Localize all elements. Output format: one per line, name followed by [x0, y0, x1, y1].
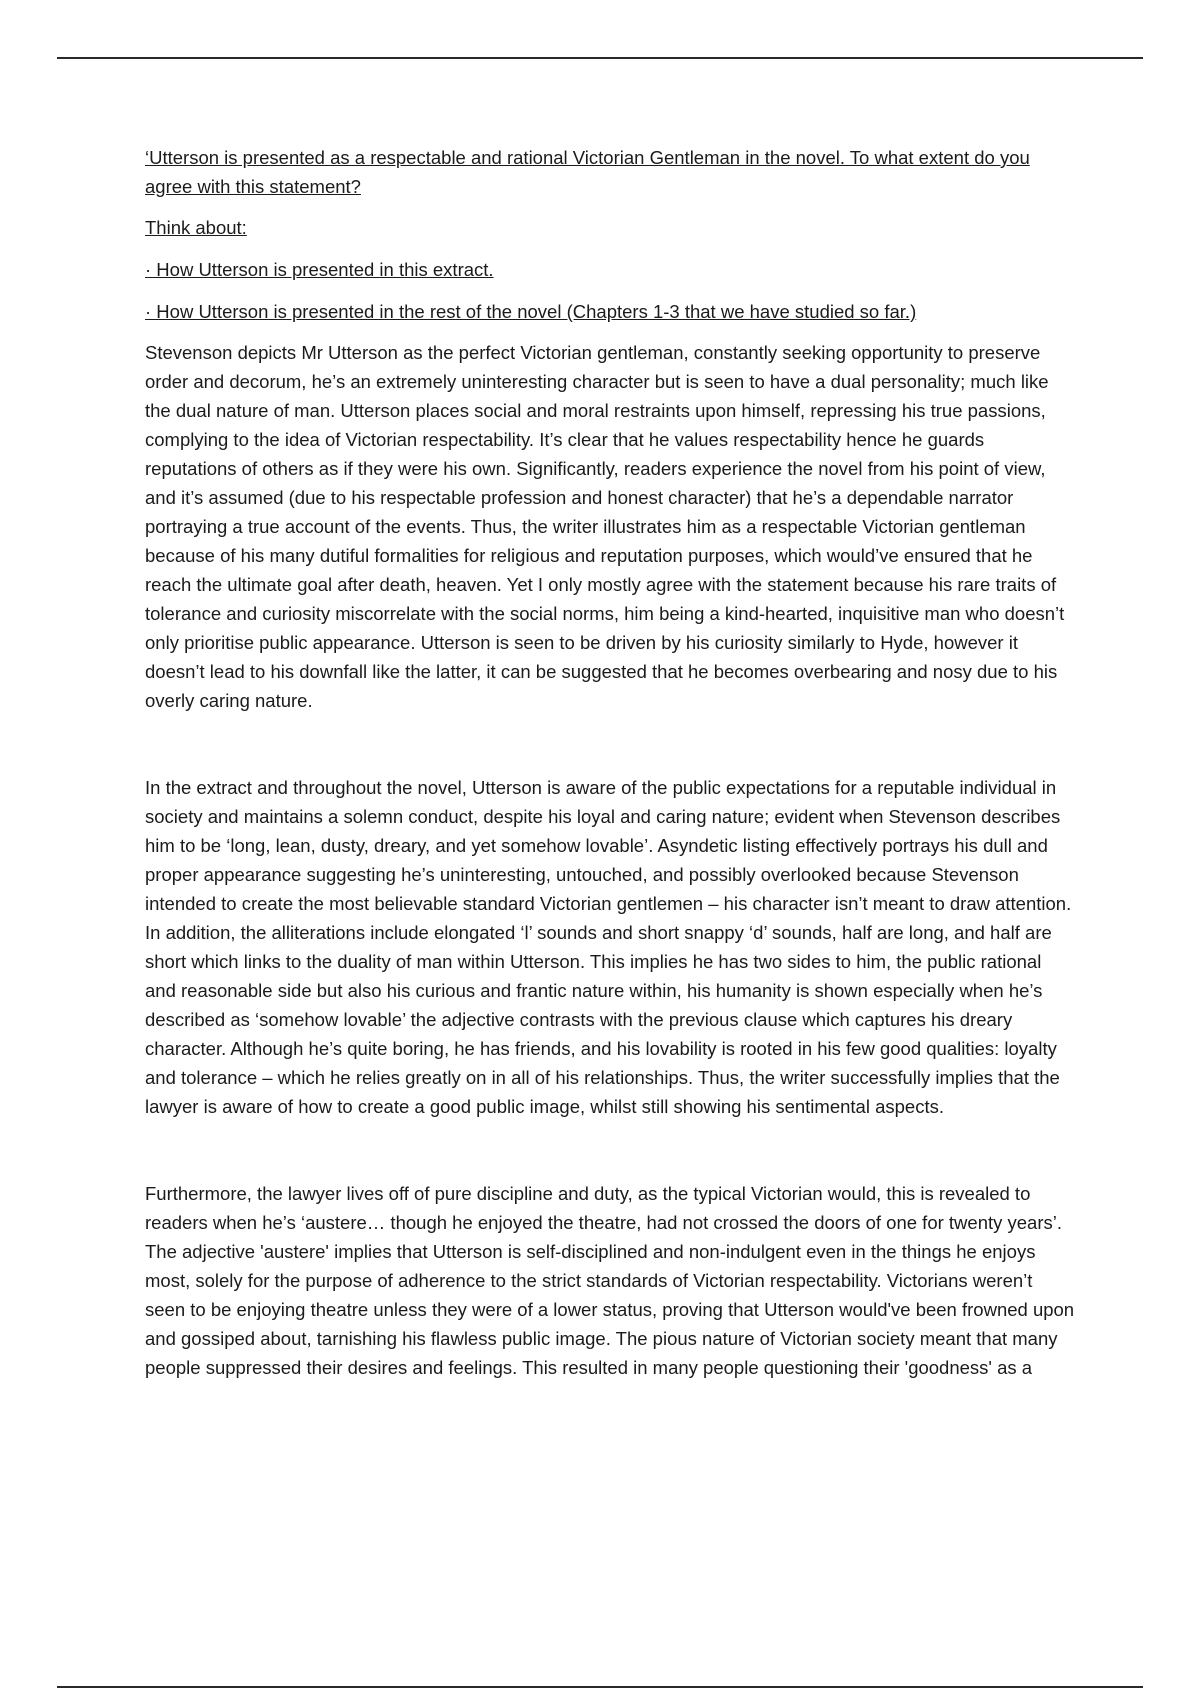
- think-about-bullet-extract: · How Utterson is presented in this extract.: [145, 259, 494, 280]
- essay-paragraph-extract-analysis: In the extract and throughout the novel, Utterson is aware of the public expectations for a reputable individual in society and maintains a solemn conduct, despite his loyal and caring nature; evident when Stevenson describes him to be ‘long, lean, dusty, dreary, and yet somehow lovable’. Asyndetic listing effectively portrays his dull and proper appearance suggesting he’s uninteresting, untouched, and possibly overlooked because Stevenson intended to create the most believable standard Victorian gentlemen – his character isn’t meant to draw attention. In addition, the alliterations include elongated ‘l’ sounds and short snappy ‘d’ sounds, half are long, and half are short which links to the duality of man within Utterson. This implies he has two sides to him, the public rational and reasonable side but also his curious and frantic nature within, his humanity is shown especially when he’s described as ‘somehow lovable’ the adjective contrasts with the previous clause which captures his dreary character. Although he’s quite boring, he has friends, and his lovability is rooted in his few good qualities: loyalty and tolerance – which he relies greatly on in all of his relationships. Thus, the writer successfully implies that the lawyer is aware of how to create a good public image, whilst still showing his sentimental aspects.: [145, 777, 1072, 1117]
- essay-question: ‘Utterson is presented as a respectable and rational Victorian Gentleman in the novel. To what extent do you agree with this statement?: [145, 147, 1030, 197]
- think-about-bullet-novel: · How Utterson is presented in the rest of the novel (Chapters 1-3 that we have studied so far.): [145, 301, 917, 322]
- think-about-heading: Think about:: [145, 217, 247, 238]
- document-body: [145, 143, 1075, 1382]
- essay-paragraph-discipline: Furthermore, the lawyer lives off of pure discipline and duty, as the typical Victorian would, this is revealed to readers when he’s ‘austere… though he enjoyed the theatre, had not crossed the doors of one for twenty years’. The adjective 'austere' implies that Utterson is self-disciplined and non-indulgent even in the things he enjoys most, solely for the purpose of adherence to the strict standards of Victorian respectability. Victorians weren’t seen to be enjoying theatre unless they were of a lower status, proving that Utterson would've been frowned upon and gossiped about, tarnishing his flawless public image. The pious nature of Victorian society meant that many people suppressed their desires and feelings. This resulted in many people questioning their 'goodness' as a: [145, 1183, 1075, 1378]
- essay-paragraph-introduction: Stevenson depicts Mr Utterson as the perfect Victorian gentleman, constantly seeking opportunity to preserve order and decorum, he’s an extremely uninteresting character but is seen to have a dual personality; much like the dual nature of man. Utterson places social and moral restraints upon himself, repressing his true passions, complying to the idea of Victorian respectability. It’s clear that he values respectability hence he guards reputations of others as if they were his own. Significantly, readers experience the novel from his point of view, and it’s assumed (due to his respectable profession and honest character) that he’s a dependable narrator portraying a true account of the events. Thus, the writer illustrates him as a respectable Victorian gentleman because of his many dutiful formalities for religious and reputation purposes, which would’ve ensured that he reach the ultimate goal after death, heaven. Yet I only mostly agree with the statement because his rare traits of tolerance and curiosity miscorrelate with the social norms, him being a kind-hearted, inquisitive man who doesn’t only prioritise public appearance. Utterson is seen to be driven by his curiosity similarly to Hyde, however it doesn’t lead to his downfall like the latter, it can be suggested that he becomes overbearing and nosy due to his overly caring nature.: [145, 342, 1065, 711]
- header-rule: [57, 57, 1143, 59]
- footer-rule: [57, 1686, 1143, 1688]
